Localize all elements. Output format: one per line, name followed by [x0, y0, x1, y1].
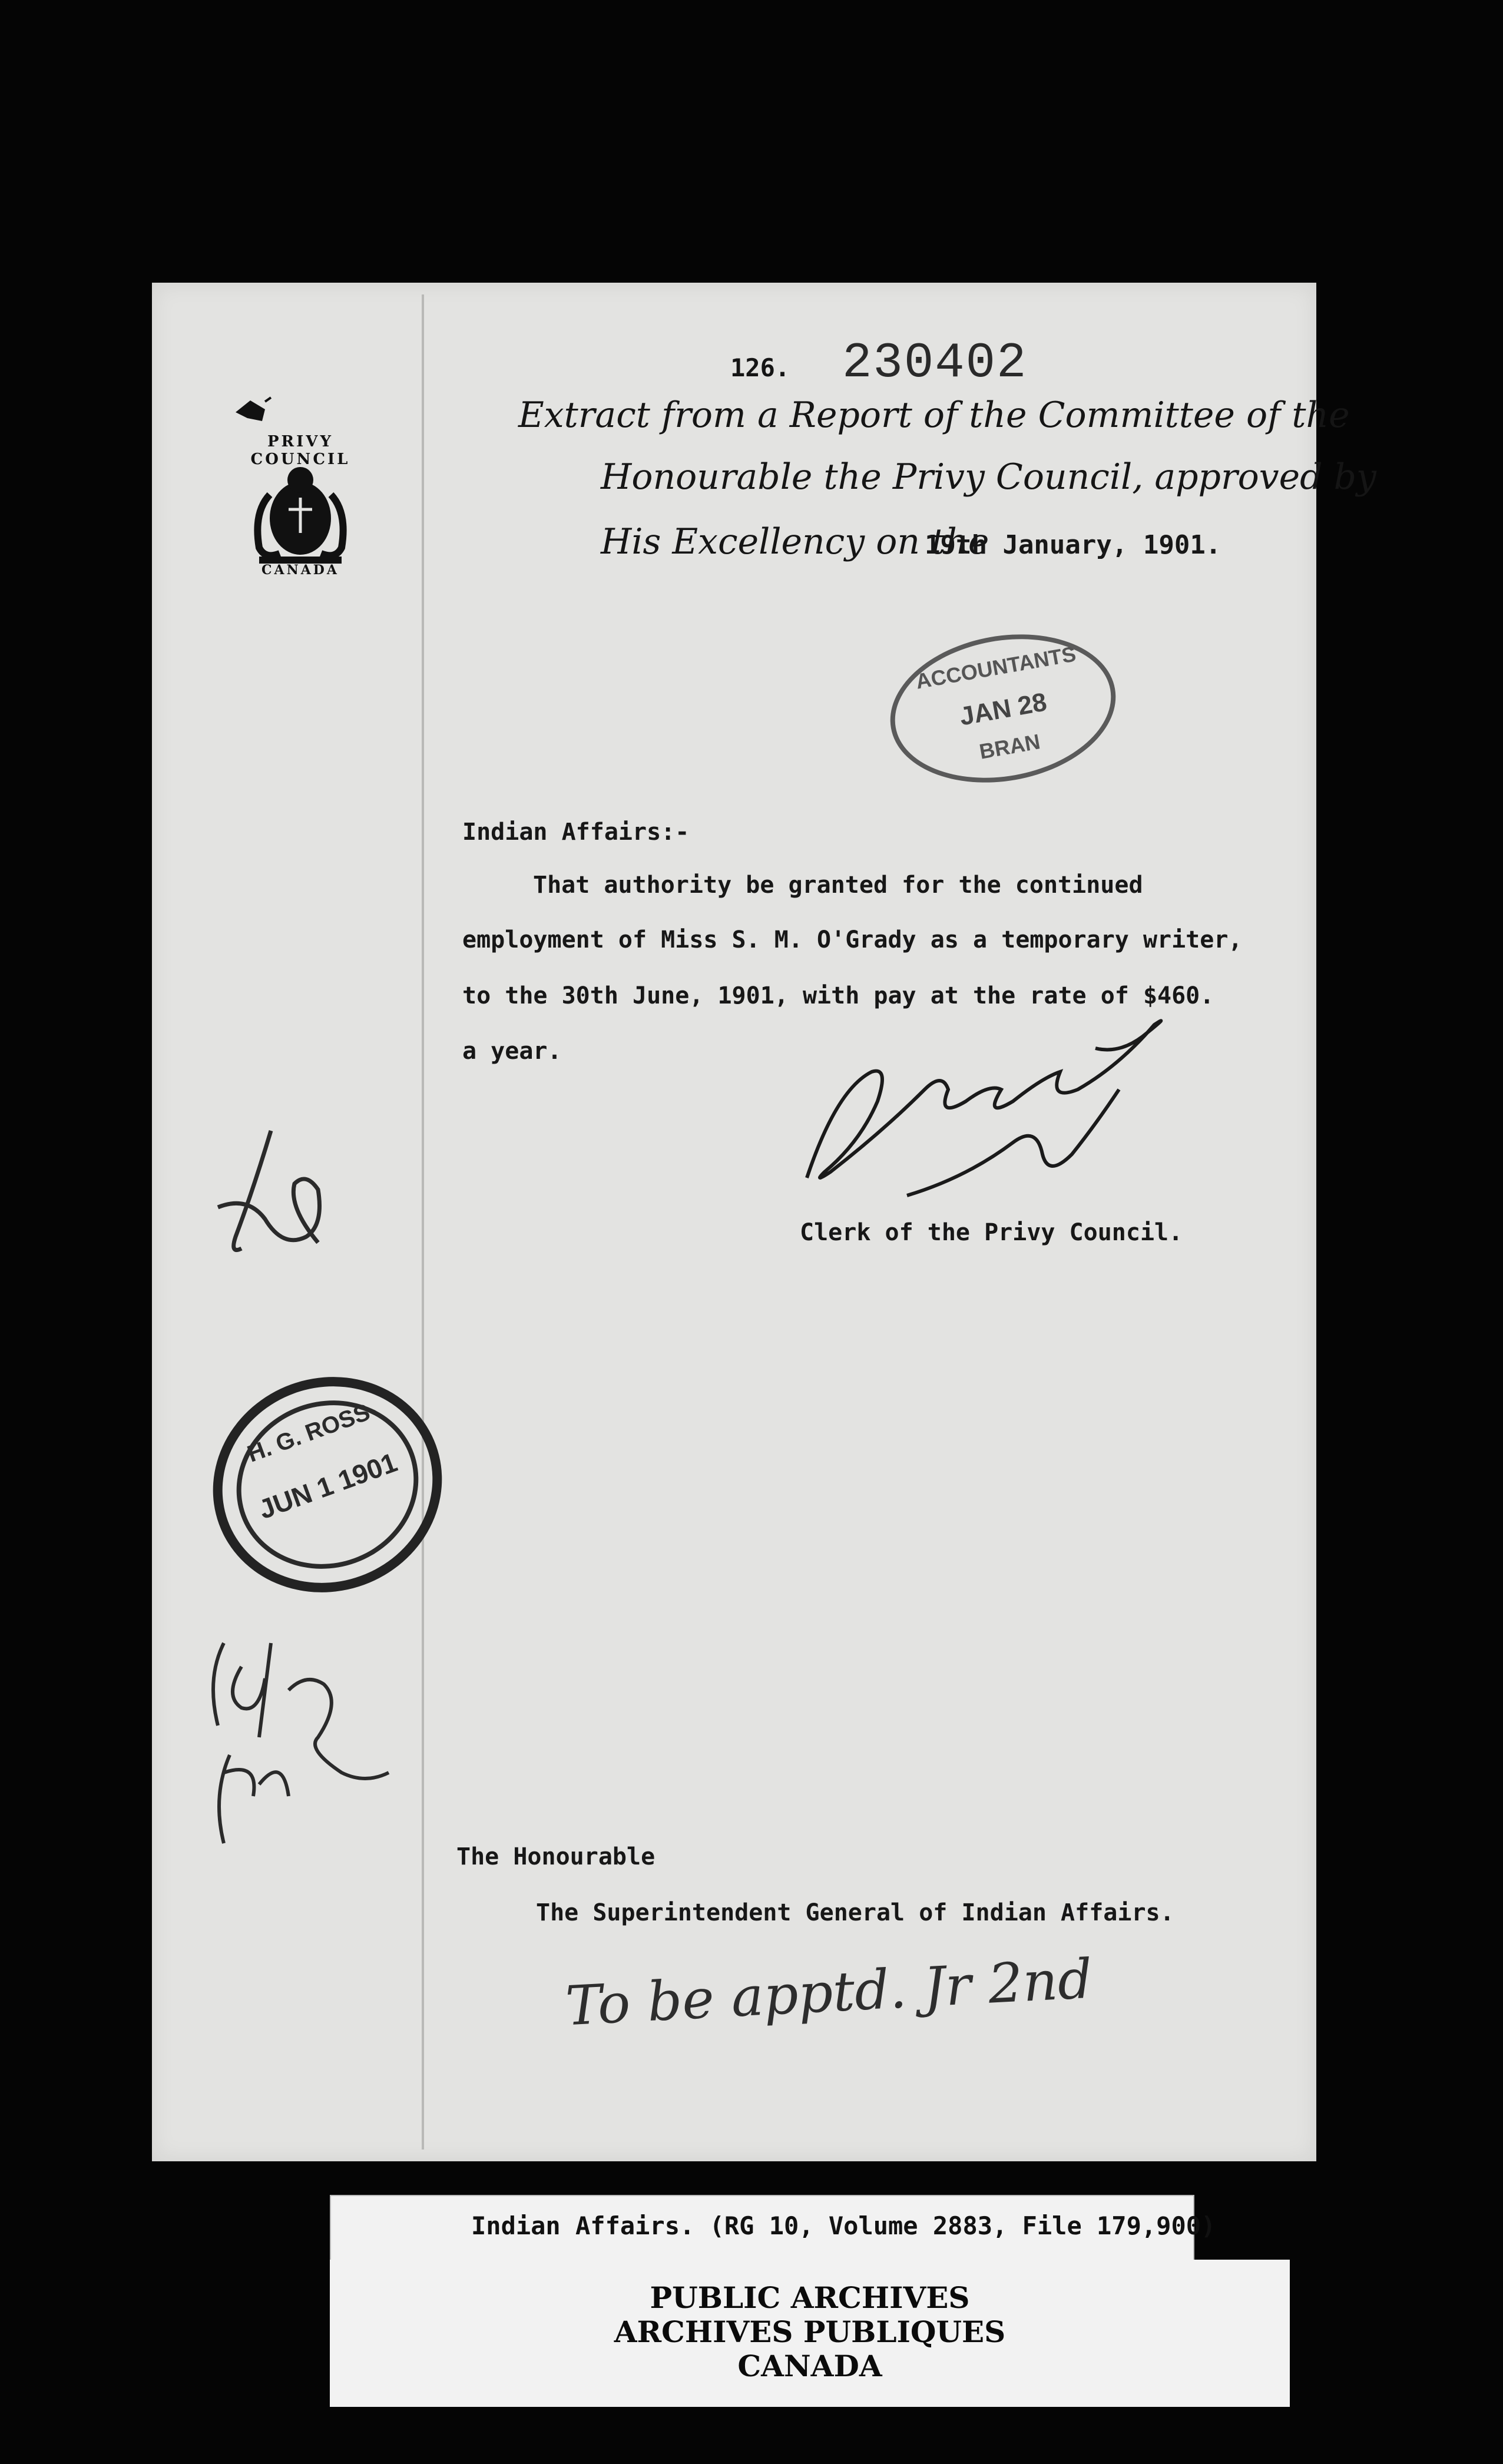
closing-line-2: The Superintendent General of Indian Affairs.: [536, 1899, 1174, 1926]
file-number: 230402: [842, 336, 1028, 392]
crest-label-bottom: CANADA: [261, 562, 339, 578]
archive-reference: Indian Affairs. (RG 10, Volume 2883, File 179,900): [471, 2211, 1216, 2240]
archives-line-2: ARCHIVES PUBLIQUES: [614, 2314, 1006, 2349]
addressee-line: Indian Affairs:-: [462, 819, 690, 846]
heading-line-2: Honourable the Privy Council, approved by: [601, 456, 1376, 498]
received-stamp-date: JUN 1 1901: [254, 1446, 401, 1525]
crest-label-top: PRIVY COUNCIL: [250, 433, 350, 468]
signature-title: Clerk of the Privy Council.: [800, 1219, 1183, 1246]
accountants-stamp-date: JAN 28: [957, 687, 1049, 731]
paragraph-line-4: a year.: [462, 1038, 562, 1065]
handwritten-margin-note-icon: [188, 1620, 400, 1873]
paragraph-line-2: employment of Miss S. M. O'Grady as a temporary writer,: [462, 926, 1243, 953]
heading-date: 19th January, 1901.: [925, 530, 1221, 560]
handwritten-bottom-note: To be apptd. Jr 2nd: [564, 1947, 1094, 2038]
received-stamp-name: H. G. ROSS: [244, 1399, 374, 1468]
privy-council-crest-icon: [224, 395, 377, 589]
handwritten-initials-icon: [177, 1119, 353, 1296]
document-number: 126.: [730, 353, 790, 382]
margin-rule: [422, 294, 424, 2150]
paragraph-line-1: That authority be granted for the continued: [533, 872, 1143, 899]
archives-line-3: CANADA: [737, 2349, 882, 2383]
accountants-stamp-line-3: BRAN: [977, 729, 1042, 764]
accountants-stamp-line-1: ACCOUNTANTS: [913, 641, 1078, 694]
paragraph-line-3: to the 30th June, 1901, with pay at the rate of $460.: [462, 982, 1214, 1009]
archives-line-1: PUBLIC ARCHIVES: [650, 2280, 970, 2315]
signature-icon: [789, 1001, 1201, 1213]
heading-line-3-prefix: His Excellency on the: [601, 521, 989, 562]
closing-line-1: The Honourable: [456, 1843, 656, 1870]
heading-line-1: Extract from a Report of the Committee of the: [518, 395, 1350, 436]
